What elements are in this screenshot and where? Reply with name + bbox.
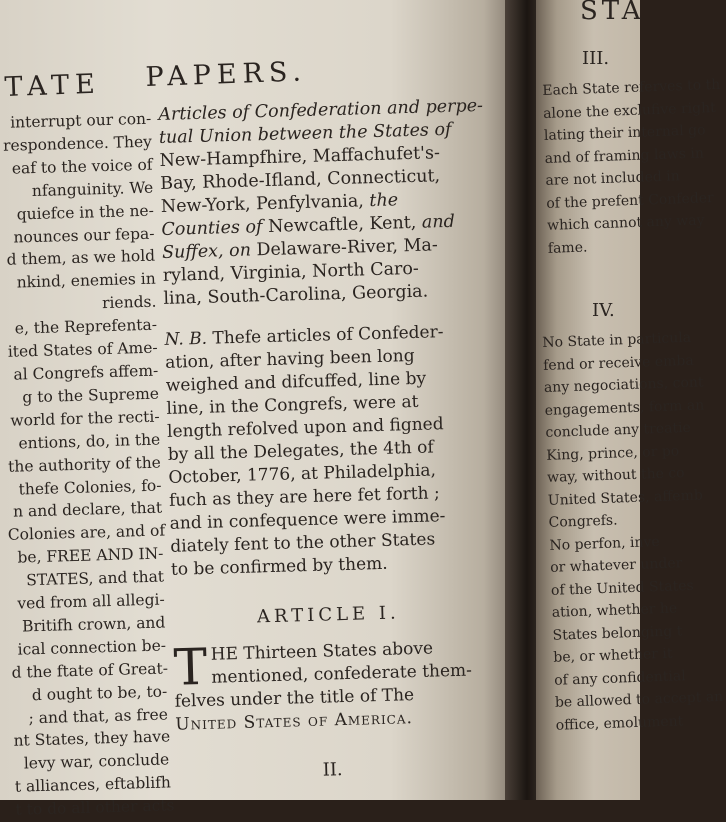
left-column-line: nkind, enemies in — [16, 269, 156, 292]
right-page-line: No perfon, inve — [549, 533, 660, 554]
note-line-segment: by all the Delegates, the 4th of — [167, 437, 434, 465]
right-page-line: of any confidential — [553, 667, 686, 689]
left-column-line: ited States of Ame- — [7, 338, 158, 361]
left-column-line: interrupt our con- — [9, 109, 152, 132]
title-line-segment: ryland, Virginia, North Caro- — [162, 258, 420, 286]
nb-note — [164, 320, 483, 582]
right-text-column — [158, 95, 489, 785]
right-page-line: No State in particula — [542, 329, 692, 351]
right-page-line: be allowed to accept an — [554, 688, 724, 711]
right-lines-top — [542, 75, 721, 260]
title-line-segment: lina, South-Carolina, Georgia. — [163, 281, 429, 309]
right-page-line: States belonging t — [552, 622, 683, 644]
left-column-line: d them, as we hold — [6, 247, 156, 270]
left-column-line: nt States, they have — [13, 727, 171, 751]
right-page-line: any negociations, cont — [543, 374, 704, 396]
title-line-segment: Newcaftle, Kent, — [267, 212, 423, 237]
title-line-segment: the — [369, 190, 399, 212]
left-text-column — [0, 108, 175, 822]
running-head-left: TATE — [4, 68, 102, 103]
right-page — [536, 0, 724, 800]
right-page-line: which cannot any way — [546, 212, 705, 234]
left-column-line: be, FREE AND IN- — [17, 544, 164, 567]
right-page-line: way, without the co — [546, 465, 685, 486]
left-column-line: Britifh crown, and — [21, 613, 166, 636]
right-page-line: alone the exclufive right — [542, 99, 716, 122]
note-line-segment: to be confirmed by them. — [170, 553, 388, 580]
note-line-segment: line, in the Congrefs, were at — [166, 391, 419, 419]
right-page-line: of the United States — [550, 577, 694, 599]
left-column-line: ; and that, as free — [28, 705, 169, 727]
right-page-line: conclude any treatie — [545, 419, 692, 441]
title-line-segment: New-Hampfhire, Maffachufet's- — [159, 143, 441, 171]
left-column-line: d the ftate of Great- — [11, 659, 169, 682]
confederation-title — [158, 95, 484, 311]
note-line-segment: length refolved upon and figned — [166, 414, 444, 442]
left-column-line: the authority of the — [7, 453, 162, 476]
title-line-segment: and — [421, 211, 456, 233]
note-line-segment: diately fent to the other States — [170, 529, 436, 557]
left-column-line: STATES, and that — [26, 567, 165, 590]
title-line-segment: Articles of Confederation and perpe- — [158, 95, 484, 125]
title-line-segment: Bay, Rhode-Ifland, Connecticut, — [159, 166, 441, 194]
left-column-line: Colonies are, and of — [7, 521, 166, 545]
article-line: felves under the title of The — [174, 685, 415, 712]
left-column-line: levy war, conclude — [23, 750, 170, 773]
left-column-line: t alliances, eftablifh — [14, 773, 172, 797]
left-column-line: e, the Reprefenta- — [14, 315, 158, 338]
title-line-segment: tual Union between the States of — [158, 119, 452, 148]
note-line-segment: fuch as they are here fet forth ; — [168, 483, 440, 511]
left-column-line: t to do all other acts — [15, 796, 175, 819]
left-column-line: quiefce in the ne- — [16, 201, 155, 224]
left-column-line: ical connection be- — [17, 636, 167, 659]
dropcap-letter: T — [172, 637, 208, 697]
note-line-segment: October, 1776, at Philadelphia, — [168, 460, 437, 488]
note-line-segment: N. B. — [164, 328, 213, 350]
right-page-line: United States, affemb — [547, 486, 704, 509]
left-column-line: thefe Colonies, fo- — [18, 476, 162, 499]
article-line: mentioned, confederate them- — [211, 660, 473, 688]
right-lines-mid — [542, 327, 724, 737]
right-roman-mid: IV. — [592, 300, 615, 321]
note-line-segment: Thefe articles of Confeder- — [212, 322, 444, 349]
left-column-line: riends. — [101, 292, 157, 313]
right-page-line: or whatever under — [549, 555, 683, 576]
right-page-line: King, prince, or po — [546, 442, 680, 464]
left-column-line: nfanguinity. We — [31, 178, 154, 200]
left-column-line: ved from all allegi- — [17, 590, 165, 613]
running-head-right: PAPERS. — [145, 56, 308, 93]
note-line-segment: weighed and difcuffed, line by — [165, 368, 427, 396]
right-page-line: fend or receive emba — [542, 352, 694, 374]
right-page-line: of the prefent Confeder — [546, 189, 715, 212]
right-page-head: STA — [580, 0, 645, 26]
right-page-line: lating their internal go — [543, 122, 706, 144]
right-page-line: fame. — [547, 239, 588, 257]
right-page-line: and of framing laws in — [544, 144, 705, 167]
left-column-line: nounces our fepa- — [13, 224, 155, 247]
left-column-line: world for the recti- — [10, 407, 160, 430]
left-column-line: eaf to the voice of — [11, 155, 153, 178]
article-heading: ARTICLE I. — [256, 602, 400, 628]
note-line-segment: and in confequence were imme- — [169, 506, 446, 534]
left-column-line: al Congrefs affem- — [13, 361, 159, 384]
right-page-line: are not included in — [545, 168, 681, 189]
title-line-segment: Delaware-River, Ma- — [256, 235, 439, 261]
left-column-line: n and declare, that — [12, 498, 163, 522]
article-line: HE Thirteen States above — [210, 638, 434, 665]
left-column-line: entions, do, in the — [18, 430, 161, 453]
right-roman-top: III. — [582, 48, 610, 69]
left-column-line: g to the Supreme — [22, 384, 160, 407]
left-column-line: respondence. They — [2, 132, 153, 155]
section-two-heading: II. — [322, 759, 343, 781]
right-page-line: be, or whether it — [553, 645, 673, 666]
title-line-segment: Suffex, on — [161, 240, 257, 263]
right-page-line: Congrefs. — [548, 512, 618, 531]
title-line-segment: New-York, Penfylvania, — [160, 191, 370, 217]
article-body — [173, 636, 487, 737]
note-line-segment: ation, after having been long — [164, 345, 415, 373]
right-page-line: engagements, form an — [544, 396, 705, 419]
left-column-line: d ought to be, to- — [31, 682, 168, 704]
article-last-line: United States of America. — [175, 708, 414, 735]
right-page-line: office, emolument — [555, 712, 684, 734]
right-page-line: Each State referves to th — [542, 76, 721, 99]
right-page-line: ation, whether he — [551, 600, 678, 621]
title-line-segment: Counties of — [161, 216, 269, 240]
